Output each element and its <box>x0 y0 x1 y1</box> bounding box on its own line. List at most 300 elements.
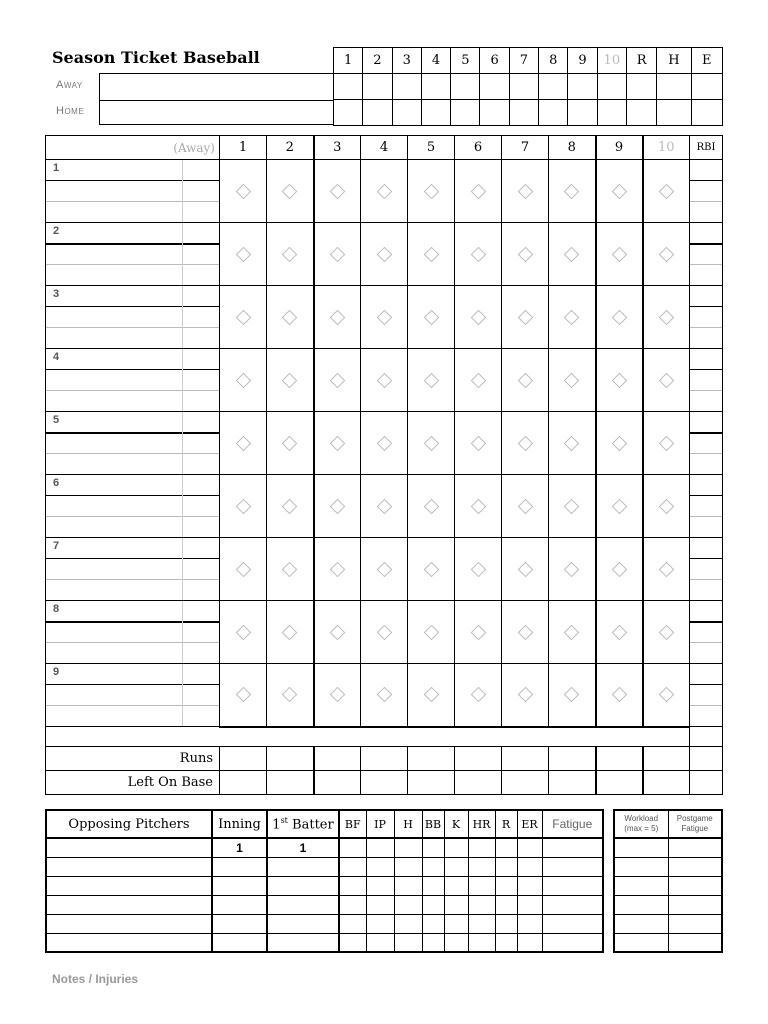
pitcher-stat-ip[interactable] <box>366 914 394 933</box>
pitcher-stat-h[interactable] <box>394 876 422 895</box>
pitcher-stat-h[interactable] <box>394 933 422 952</box>
rbi-cell[interactable] <box>690 160 723 223</box>
away-team-field[interactable] <box>100 74 333 101</box>
at-bat-cell[interactable] <box>314 664 361 727</box>
pitcher-stat-bb[interactable] <box>422 895 444 914</box>
pitcher-stat-hr[interactable] <box>468 876 495 895</box>
linescore-home-cell-8[interactable] <box>539 100 568 126</box>
linescore-away-cell-9[interactable] <box>568 74 597 100</box>
at-bat-cell[interactable] <box>455 223 502 286</box>
pitcher-name-field[interactable] <box>46 933 212 952</box>
at-bat-cell[interactable] <box>502 475 549 538</box>
pitcher-stat-er[interactable] <box>517 838 542 857</box>
inning-header-4: 4 <box>361 136 408 160</box>
linescore-home-cell-2[interactable] <box>363 100 392 126</box>
diamond-icon <box>470 561 486 577</box>
linescore-header-10: 10 <box>597 48 626 74</box>
at-bat-cell[interactable] <box>502 160 549 223</box>
at-bat-cell[interactable] <box>267 538 314 601</box>
at-bat-cell[interactable] <box>596 475 643 538</box>
diamond-icon <box>423 183 439 199</box>
at-bat-cell[interactable] <box>267 160 314 223</box>
linescore-home-cell-h[interactable] <box>657 100 691 126</box>
at-bat-cell[interactable] <box>408 601 455 664</box>
at-bat-cell[interactable] <box>267 601 314 664</box>
linescore-table <box>333 47 723 126</box>
linescore-away-cell-8[interactable] <box>539 74 568 100</box>
pitcher-stat-r[interactable] <box>495 876 517 895</box>
pitcher-stat-bb[interactable] <box>422 857 444 876</box>
stat-header-ip: IP <box>366 810 394 838</box>
diamond-icon <box>329 624 345 640</box>
linescore-home-cell-9[interactable] <box>568 100 597 126</box>
pitcher-stat-ip[interactable] <box>366 933 394 952</box>
lob-inning-4[interactable] <box>361 771 408 795</box>
linescore-home-cell-7[interactable] <box>509 100 538 126</box>
lineup-slot-1[interactable] <box>46 160 220 223</box>
inning-header-6: 6 <box>455 136 502 160</box>
at-bat-cell[interactable] <box>455 160 502 223</box>
lob-inning-9[interactable] <box>596 771 643 795</box>
pitcher-stat-k[interactable] <box>444 895 468 914</box>
diamond-icon <box>282 309 298 325</box>
rbi-cell[interactable] <box>690 538 723 601</box>
linescore-home-cell-10[interactable] <box>597 100 626 126</box>
diamond-icon <box>470 498 486 514</box>
diamond-icon <box>564 561 580 577</box>
pitcher-stat-k[interactable] <box>444 914 468 933</box>
at-bat-cell[interactable] <box>455 286 502 349</box>
linescore-home-cell-e[interactable] <box>691 100 722 126</box>
at-bat-cell[interactable] <box>502 412 549 475</box>
at-bat-cell[interactable] <box>361 664 408 727</box>
lineup-number: 4 <box>53 351 60 363</box>
at-bat-cell[interactable] <box>455 349 502 412</box>
postgame-fatigue-field[interactable] <box>668 933 722 952</box>
at-bat-cell[interactable] <box>502 664 549 727</box>
pitcher-stat-r[interactable] <box>495 838 517 857</box>
postgame-fatigue-field[interactable] <box>668 838 722 857</box>
lob-inning-6[interactable] <box>455 771 502 795</box>
diamond-icon <box>564 435 580 451</box>
rbi-cell[interactable] <box>690 349 723 412</box>
at-bat-cell[interactable] <box>314 475 361 538</box>
diamond-icon <box>376 246 392 262</box>
at-bat-cell[interactable] <box>549 601 596 664</box>
at-bat-cell[interactable] <box>643 223 690 286</box>
pitcher-stat-hr[interactable] <box>468 895 495 914</box>
workload-field[interactable] <box>614 876 668 895</box>
at-bat-cell[interactable] <box>408 412 455 475</box>
home-team-field[interactable] <box>100 101 333 126</box>
at-bat-cell[interactable] <box>408 664 455 727</box>
at-bat-cell[interactable] <box>314 286 361 349</box>
at-bat-cell[interactable] <box>596 412 643 475</box>
diamond-icon <box>423 687 439 703</box>
pitcher-stat-k[interactable] <box>444 933 468 952</box>
diamond-icon <box>423 561 439 577</box>
lob-inning-2[interactable] <box>267 771 314 795</box>
pitcher-stat-h[interactable] <box>394 895 422 914</box>
pitcher-inning-field[interactable] <box>212 857 267 876</box>
at-bat-cell[interactable] <box>408 538 455 601</box>
linescore-home-cell-6[interactable] <box>480 100 509 126</box>
at-bat-cell[interactable] <box>220 664 267 727</box>
diamond-icon <box>329 246 345 262</box>
lineup-slot-5[interactable] <box>46 412 220 475</box>
at-bat-cell[interactable] <box>502 601 549 664</box>
at-bat-cell[interactable] <box>549 664 596 727</box>
at-bat-cell[interactable] <box>502 286 549 349</box>
lineup-slot-6[interactable] <box>46 475 220 538</box>
pitcher-stat-bb[interactable] <box>422 914 444 933</box>
linescore-away-cell-6[interactable] <box>480 74 509 100</box>
pitcher-inning-field[interactable] <box>212 876 267 895</box>
at-bat-cell[interactable] <box>314 412 361 475</box>
workload-header: Workload (max = 5) <box>614 810 668 838</box>
at-bat-cell[interactable] <box>361 160 408 223</box>
at-bat-cell[interactable] <box>455 475 502 538</box>
workload-field[interactable] <box>614 933 668 952</box>
diamond-icon <box>470 372 486 388</box>
runs-inning-7[interactable] <box>502 747 549 771</box>
at-bat-cell[interactable] <box>596 286 643 349</box>
pitcher-fatigue-field[interactable] <box>542 857 603 876</box>
at-bat-cell[interactable] <box>643 538 690 601</box>
pitcher-stat-hr[interactable] <box>468 914 495 933</box>
postgame-fatigue-field[interactable] <box>668 914 722 933</box>
pitcher-name-field[interactable] <box>46 857 212 876</box>
pitcher-stat-er[interactable] <box>517 857 542 876</box>
at-bat-cell[interactable] <box>267 664 314 727</box>
pitcher-stat-r[interactable] <box>495 857 517 876</box>
runs-inning-9[interactable] <box>596 747 643 771</box>
diamond-icon <box>470 183 486 199</box>
linescore-header-e: E <box>691 48 722 74</box>
lineup-slot-9[interactable] <box>46 664 220 727</box>
inning-header-2: 2 <box>267 136 314 160</box>
linescore-away-cell-3[interactable] <box>392 74 421 100</box>
diamond-icon <box>611 246 627 262</box>
at-bat-cell[interactable] <box>220 538 267 601</box>
at-bat-cell[interactable] <box>361 475 408 538</box>
postgame-fatigue-field[interactable] <box>668 876 722 895</box>
rbi-cell[interactable] <box>690 286 723 349</box>
at-bat-cell[interactable] <box>596 160 643 223</box>
extra-slot[interactable] <box>46 727 220 747</box>
linescore-away-cell-r[interactable] <box>626 74 656 100</box>
pitcher-name-field[interactable] <box>46 914 212 933</box>
pitcher-stat-r[interactable] <box>495 933 517 952</box>
at-bat-cell[interactable] <box>408 223 455 286</box>
pitcher-stat-h[interactable] <box>394 857 422 876</box>
pitcher-stat-bb[interactable] <box>422 876 444 895</box>
at-bat-cell[interactable] <box>455 664 502 727</box>
diamond-icon <box>564 183 580 199</box>
runs-inning-5[interactable] <box>408 747 455 771</box>
linescore-header-h: H <box>657 48 691 74</box>
diamond-icon <box>564 372 580 388</box>
lob-inning-1[interactable] <box>220 771 267 795</box>
pitcher-stat-bf[interactable] <box>339 933 366 952</box>
at-bat-cell[interactable] <box>267 412 314 475</box>
at-bat-cell[interactable] <box>267 223 314 286</box>
diamond-icon <box>376 498 392 514</box>
at-bat-cell[interactable] <box>502 223 549 286</box>
lob-inning-5[interactable] <box>408 771 455 795</box>
at-bat-cell[interactable] <box>643 160 690 223</box>
runs-inning-2[interactable] <box>267 747 314 771</box>
at-bat-cell[interactable] <box>220 223 267 286</box>
pitcher-stat-bf[interactable] <box>339 895 366 914</box>
linescore-home-cell-5[interactable] <box>451 100 480 126</box>
pitcher-stat-bf[interactable] <box>339 838 366 857</box>
at-bat-cell[interactable] <box>549 223 596 286</box>
diamond-icon <box>517 435 533 451</box>
at-bat-cell[interactable] <box>643 664 690 727</box>
linescore-away-cell-e[interactable] <box>691 74 722 100</box>
at-bat-cell[interactable] <box>314 538 361 601</box>
pitcher-stat-bf[interactable] <box>339 914 366 933</box>
diamond-icon <box>282 624 298 640</box>
fatigue-header: Fatigue <box>542 810 603 838</box>
pitcher-stat-er[interactable] <box>517 914 542 933</box>
runs-inning-6[interactable] <box>455 747 502 771</box>
at-bat-cell[interactable] <box>643 601 690 664</box>
pitcher-stat-ip[interactable] <box>366 857 394 876</box>
stat-header-er: ER <box>517 810 542 838</box>
rbi-header: RBI <box>690 136 723 160</box>
pitcher-stat-ip[interactable] <box>366 838 394 857</box>
pitcher-stat-r[interactable] <box>495 895 517 914</box>
workload-field[interactable] <box>614 895 668 914</box>
diamond-icon <box>329 372 345 388</box>
rbi-cell[interactable] <box>690 475 723 538</box>
pitcher-fatigue-field[interactable] <box>542 838 603 857</box>
at-bat-cell[interactable] <box>220 412 267 475</box>
diamond-icon <box>423 435 439 451</box>
workload-field[interactable] <box>614 857 668 876</box>
at-bat-cell[interactable] <box>408 286 455 349</box>
linescore-home-cell-1[interactable] <box>334 100 363 126</box>
diamond-icon <box>564 309 580 325</box>
at-bat-cell[interactable] <box>267 475 314 538</box>
at-bat-cell[interactable] <box>361 223 408 286</box>
at-bat-cell[interactable] <box>502 349 549 412</box>
pitcher-fatigue-field[interactable] <box>542 933 603 952</box>
at-bat-cell[interactable] <box>220 286 267 349</box>
linescore-away-cell-h[interactable] <box>657 74 691 100</box>
at-bat-cell[interactable] <box>314 349 361 412</box>
at-bat-cell[interactable] <box>596 664 643 727</box>
at-bat-cell[interactable] <box>361 349 408 412</box>
pitcher-inning-field[interactable] <box>212 895 267 914</box>
at-bat-cell[interactable] <box>596 223 643 286</box>
lineup-number: 3 <box>53 288 60 300</box>
at-bat-cell[interactable] <box>408 475 455 538</box>
lineup-number: 2 <box>53 225 60 237</box>
pitcher-stat-r[interactable] <box>495 914 517 933</box>
linescore-away-cell-7[interactable] <box>509 74 538 100</box>
rbi-cell[interactable] <box>690 601 723 664</box>
pitcher-first-batter-field[interactable] <box>267 895 339 914</box>
postgame-fatigue-field[interactable] <box>668 895 722 914</box>
diamond-icon <box>235 624 251 640</box>
pitcher-stat-bf[interactable] <box>339 857 366 876</box>
pitcher-stat-bf[interactable] <box>339 876 366 895</box>
pitcher-first-batter-field[interactable] <box>267 857 339 876</box>
at-bat-cell[interactable] <box>502 538 549 601</box>
rbi-cell[interactable] <box>690 412 723 475</box>
lob-inning-8[interactable] <box>549 771 596 795</box>
at-bat-cell[interactable] <box>455 412 502 475</box>
linescore-away-cell-4[interactable] <box>421 74 450 100</box>
pitcher-stat-ip[interactable] <box>366 876 394 895</box>
runs-inning-10[interactable] <box>643 747 690 771</box>
at-bat-cell[interactable] <box>549 286 596 349</box>
runs-inning-8[interactable] <box>549 747 596 771</box>
pitcher-first-batter-field[interactable] <box>267 933 339 952</box>
pitcher-name-field[interactable] <box>46 895 212 914</box>
at-bat-cell[interactable] <box>643 286 690 349</box>
at-bat-cell[interactable] <box>643 349 690 412</box>
stat-header-bf: BF <box>339 810 366 838</box>
at-bat-cell[interactable] <box>455 538 502 601</box>
at-bat-cell[interactable] <box>267 286 314 349</box>
at-bat-cell[interactable] <box>314 223 361 286</box>
workload-field[interactable] <box>614 914 668 933</box>
linescore-away-cell-10[interactable] <box>597 74 626 100</box>
at-bat-cell[interactable] <box>361 538 408 601</box>
diamond-icon <box>517 498 533 514</box>
pitcher-inning-field[interactable] <box>212 914 267 933</box>
at-bat-cell[interactable] <box>643 412 690 475</box>
linescore-home-cell-3[interactable] <box>392 100 421 126</box>
at-bat-cell[interactable] <box>549 160 596 223</box>
linescore-header-2: 2 <box>363 48 392 74</box>
lineup-slot-4[interactable] <box>46 349 220 412</box>
diamond-icon <box>611 309 627 325</box>
linescore-home-cell-4[interactable] <box>421 100 450 126</box>
pitcher-fatigue-field[interactable] <box>542 895 603 914</box>
pitcher-first-batter-field[interactable] <box>267 914 339 933</box>
at-bat-cell[interactable] <box>361 601 408 664</box>
linescore-home-cell-r[interactable] <box>626 100 656 126</box>
diamond-icon <box>376 309 392 325</box>
stat-header-r: R <box>495 810 517 838</box>
pitcher-stat-k[interactable] <box>444 857 468 876</box>
pitcher-stat-bb[interactable] <box>422 933 444 952</box>
at-bat-cell[interactable] <box>361 412 408 475</box>
pitcher-stat-h[interactable] <box>394 838 422 857</box>
postgame-fatigue-field[interactable] <box>668 857 722 876</box>
runs-total[interactable] <box>690 747 723 771</box>
linescore-away-cell-5[interactable] <box>451 74 480 100</box>
lineup-slot-8[interactable] <box>46 601 220 664</box>
pitcher-stat-ip[interactable] <box>366 895 394 914</box>
pitcher-stat-er[interactable] <box>517 895 542 914</box>
at-bat-cell[interactable] <box>267 349 314 412</box>
at-bat-cell[interactable] <box>314 160 361 223</box>
diamond-icon <box>235 687 251 703</box>
first-batter-header <box>267 810 339 838</box>
pitcher-name-field[interactable] <box>46 838 212 857</box>
pitcher-stat-k[interactable] <box>444 876 468 895</box>
rbi-cell[interactable] <box>690 727 723 747</box>
stat-header-k: K <box>444 810 468 838</box>
stat-header-bb: BB <box>422 810 444 838</box>
pitcher-stat-hr[interactable] <box>468 838 495 857</box>
at-bat-cell[interactable] <box>408 160 455 223</box>
diamond-icon <box>423 624 439 640</box>
at-bat-cell[interactable] <box>596 538 643 601</box>
pitcher-stat-hr[interactable] <box>468 933 495 952</box>
pitcher-inning-field[interactable]: 1 <box>212 838 267 857</box>
inning-header-1: 1 <box>220 136 267 160</box>
at-bat-cell[interactable] <box>455 601 502 664</box>
pitcher-stat-bb[interactable] <box>422 838 444 857</box>
at-bat-cell[interactable] <box>220 601 267 664</box>
lob-total[interactable] <box>690 771 723 795</box>
linescore-header-8: 8 <box>539 48 568 74</box>
at-bat-cell[interactable] <box>408 349 455 412</box>
pitcher-fatigue-field[interactable] <box>542 914 603 933</box>
workload-field[interactable] <box>614 838 668 857</box>
pitcher-stat-h[interactable] <box>394 914 422 933</box>
at-bat-cell[interactable] <box>361 286 408 349</box>
notes-label: Notes / Injuries <box>52 972 139 986</box>
at-bat-cell[interactable] <box>314 601 361 664</box>
lob-inning-3[interactable] <box>314 771 361 795</box>
at-bat-cell[interactable] <box>596 349 643 412</box>
diamond-icon <box>282 183 298 199</box>
lineup-slot-3[interactable] <box>46 286 220 349</box>
pitcher-stat-hr[interactable] <box>468 857 495 876</box>
at-bat-cell[interactable] <box>220 160 267 223</box>
pitcher-stat-k[interactable] <box>444 838 468 857</box>
at-bat-cell[interactable] <box>220 349 267 412</box>
at-bat-cell[interactable] <box>220 475 267 538</box>
rbi-cell[interactable] <box>690 664 723 727</box>
at-bat-cell[interactable] <box>643 475 690 538</box>
at-bat-cell[interactable] <box>549 412 596 475</box>
linescore-away-cell-1[interactable] <box>334 74 363 100</box>
linescore-away-cell-2[interactable] <box>363 74 392 100</box>
pitcher-fatigue-field[interactable] <box>542 876 603 895</box>
pitcher-stat-er[interactable] <box>517 933 542 952</box>
pitcher-first-batter-field[interactable]: 1 <box>267 838 339 857</box>
lineup-number: 9 <box>53 666 60 678</box>
pitcher-first-batter-field[interactable] <box>267 876 339 895</box>
at-bat-cell[interactable] <box>549 349 596 412</box>
inning-header-9: 9 <box>596 136 643 160</box>
lob-inning-10[interactable] <box>643 771 690 795</box>
runs-inning-1[interactable] <box>220 747 267 771</box>
at-bat-cell[interactable] <box>549 475 596 538</box>
runs-inning-4[interactable] <box>361 747 408 771</box>
lob-inning-7[interactable] <box>502 771 549 795</box>
at-bat-cell[interactable] <box>549 538 596 601</box>
rbi-cell[interactable] <box>690 223 723 286</box>
lineup-slot-2[interactable] <box>46 223 220 286</box>
lineup-slot-7[interactable] <box>46 538 220 601</box>
at-bat-cell[interactable] <box>596 601 643 664</box>
pitcher-stat-er[interactable] <box>517 876 542 895</box>
team-label: (Away) <box>46 136 220 160</box>
runs-inning-3[interactable] <box>314 747 361 771</box>
pitcher-name-field[interactable] <box>46 876 212 895</box>
pitcher-inning-field[interactable] <box>212 933 267 952</box>
